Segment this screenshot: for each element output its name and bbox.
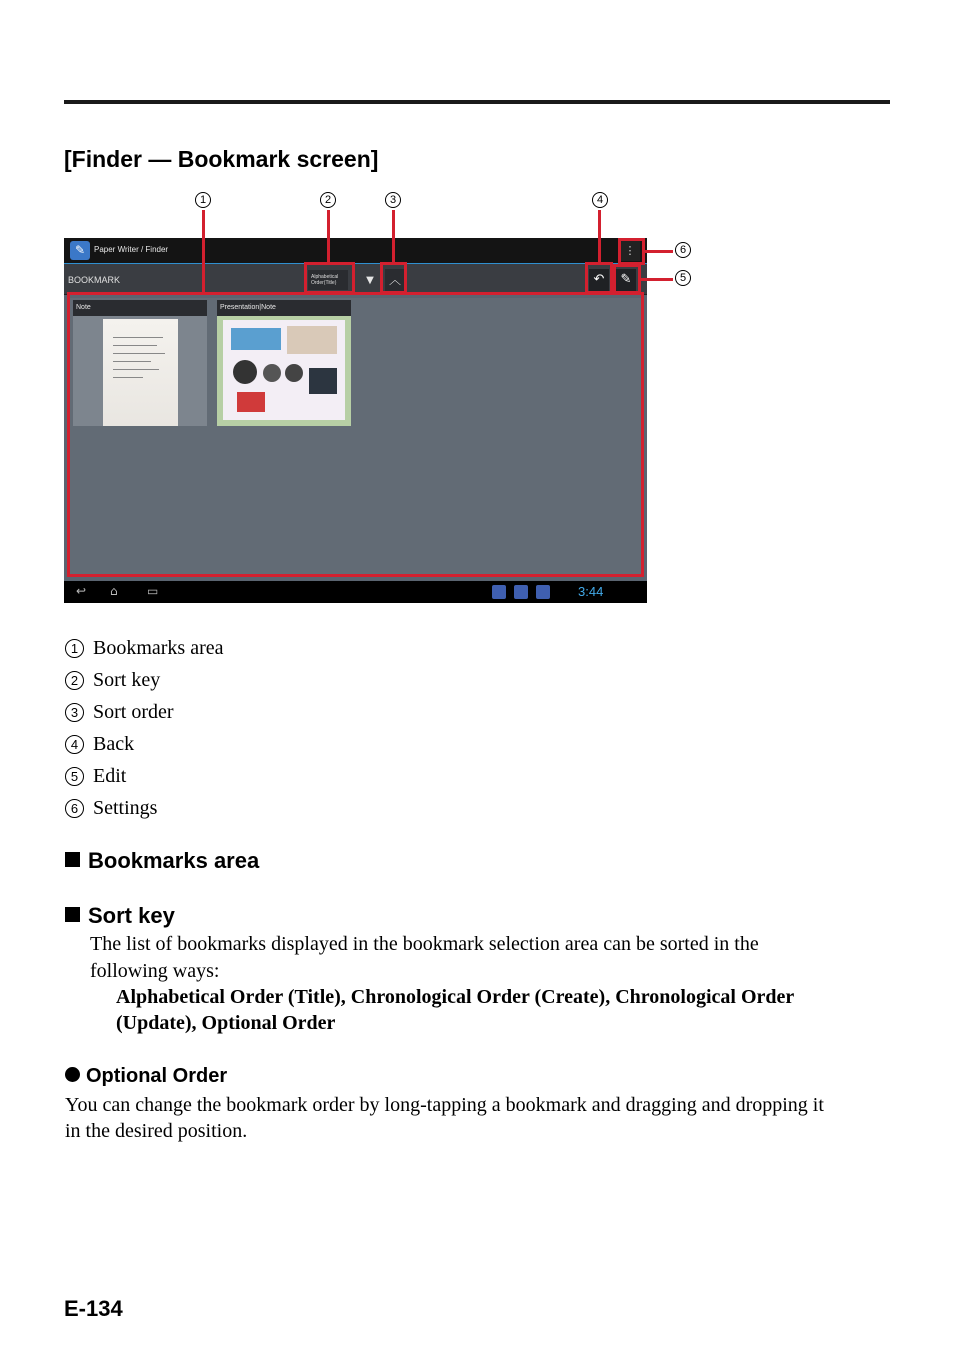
- edit-icon: ✎: [620, 272, 632, 287]
- callout-3-leader: [392, 210, 395, 262]
- recent-apps-icon[interactable]: ▭: [147, 584, 159, 598]
- bookmark-toolbar: [64, 264, 647, 295]
- app-title: Paper Writer / Finder: [94, 245, 169, 254]
- notification-icon: [492, 585, 506, 599]
- legend-item: 2 Sort key: [65, 664, 224, 696]
- system-nav-bar: [64, 581, 647, 603]
- legend-item: 6 Settings: [65, 792, 224, 824]
- chevron-up-icon: ︿: [388, 273, 401, 287]
- legend-item: 5 Edit: [65, 760, 224, 792]
- app-icon[interactable]: ✎: [70, 241, 90, 260]
- legend-item: 4 Back: [65, 728, 224, 760]
- action-bar: [64, 238, 647, 264]
- callout-4-leader: [598, 210, 601, 262]
- home-nav-icon[interactable]: ⌂: [110, 584, 118, 598]
- settings-menu-icon[interactable]: ⋮: [620, 241, 640, 261]
- back-nav-icon[interactable]: ↩: [76, 584, 87, 598]
- optional-order-heading: Optional Order: [65, 1065, 227, 1088]
- top-rule: [64, 100, 890, 104]
- bookmark-title: Presentation|Note: [217, 300, 351, 316]
- dropdown-arrow-icon[interactable]: ▼: [366, 275, 374, 286]
- undo-icon: ↶: [593, 272, 605, 287]
- callout-2-leader: [327, 210, 330, 262]
- back-highlight: [585, 262, 613, 294]
- sort-key-text: following ways:: [90, 960, 220, 982]
- callout-1-leader: [202, 210, 205, 292]
- callout-6-leader: [645, 250, 673, 253]
- callout-2: 2: [320, 192, 336, 208]
- bookmarks-area-highlight: [67, 292, 644, 577]
- legend-item: 1 Bookmarks area: [65, 632, 224, 664]
- sort-options: (Update), Optional Order: [116, 1012, 336, 1034]
- bookmark-title: Note: [73, 300, 207, 316]
- sort-order-highlight: [380, 262, 407, 294]
- page-title: [Finder — Bookmark screen]: [64, 146, 379, 172]
- sort-key-heading: Sort key: [65, 903, 175, 929]
- sort-key-dropdown[interactable]: Alphabetical Order(Title): [308, 270, 348, 290]
- callout-5: 5: [675, 270, 691, 286]
- callout-5-leader: [641, 278, 673, 281]
- settings-highlight: [618, 238, 645, 265]
- notification-icon: [514, 585, 528, 599]
- page-number: E-134: [64, 1296, 123, 1321]
- sort-key-highlight: [304, 262, 355, 294]
- callout-6: 6: [675, 242, 691, 258]
- callout-3: 3: [385, 192, 401, 208]
- notification-icon: [536, 585, 550, 599]
- status-clock: 3:44: [578, 584, 604, 599]
- legend-item: 3 Sort order: [65, 696, 224, 728]
- optional-order-text: in the desired position.: [65, 1120, 248, 1142]
- sort-key-text: The list of bookmarks displayed in the bookmark selection area can be sorted in the: [90, 933, 759, 955]
- bookmarks-area-heading: Bookmarks area: [65, 848, 259, 874]
- section-label: BOOKMARK: [68, 275, 121, 285]
- callout-1: 1: [195, 192, 211, 208]
- edit-highlight: [613, 264, 641, 294]
- callout-4: 4: [592, 192, 608, 208]
- optional-order-text: You can change the bookmark order by long-tapping a bookmark and dragging and dropping it: [65, 1094, 824, 1116]
- legend-list: [65, 632, 224, 824]
- sort-options: Alphabetical Order (Title), Chronological Order (Create), Chronological Order: [116, 986, 795, 1008]
